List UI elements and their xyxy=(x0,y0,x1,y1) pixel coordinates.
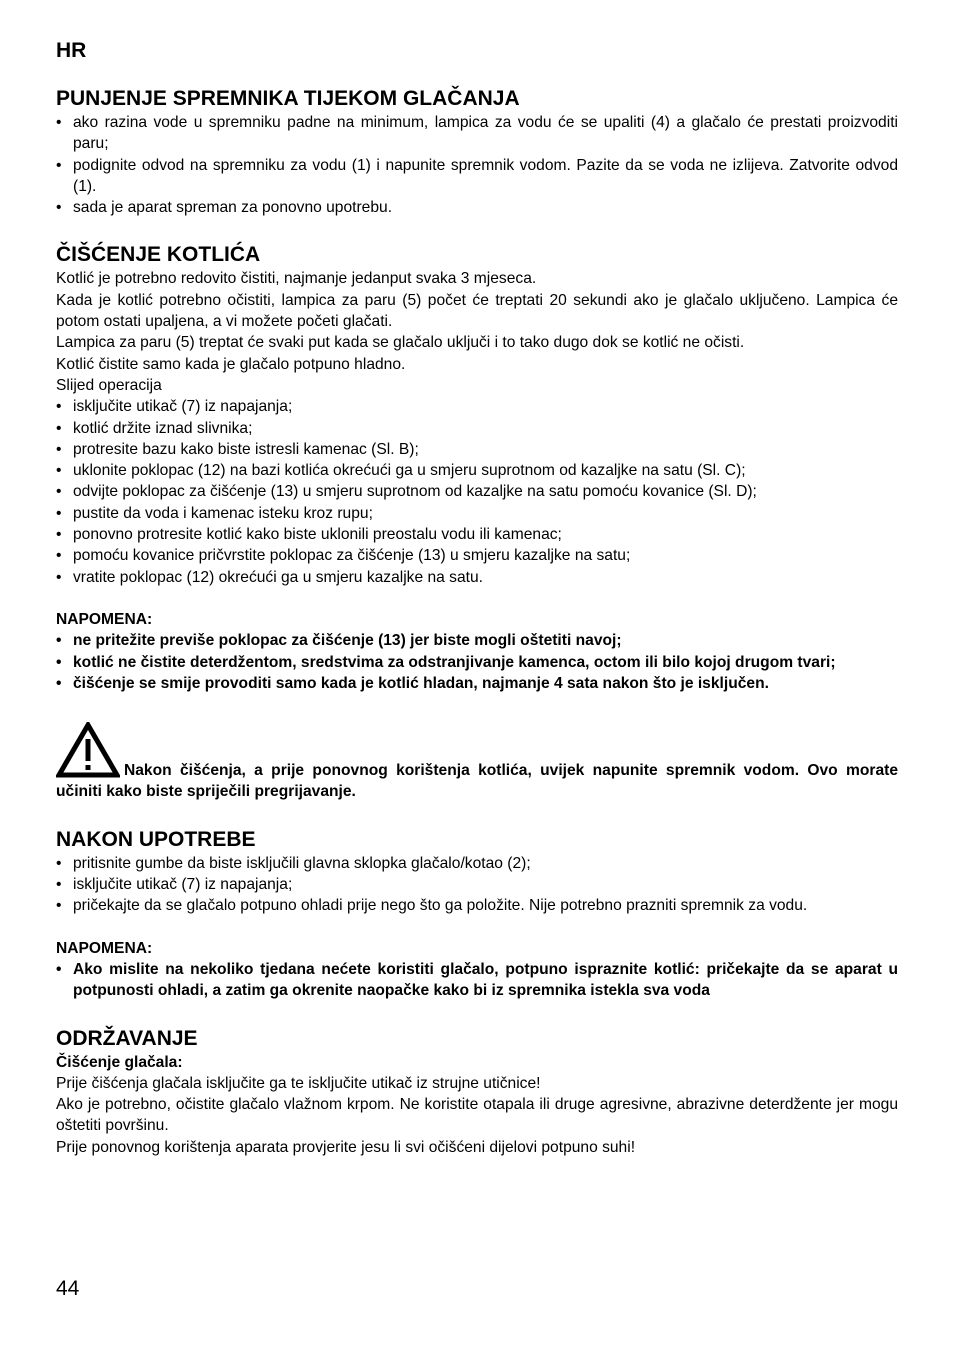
list-item: • protresite bazu kako biste istresli kamenac (Sl. B); xyxy=(56,439,898,460)
list-item: • vratite poklopac (12) okrećući ga u smjeru kazaljke na satu. xyxy=(56,567,898,588)
page-number: 44 xyxy=(56,1277,80,1300)
section-title-boiler-cleaning: ČIŠĆENJE KOTLIĆA xyxy=(56,243,261,267)
warning-text-container xyxy=(56,722,898,803)
paragraph: Slijed operacija xyxy=(56,376,162,394)
list-item: • isključite utikač (7) iz napajanja; xyxy=(56,874,898,895)
list-item: • ne pritežite previše poklopac za čišćenje (13) jer biste mogli oštetiti navoj; xyxy=(56,630,898,651)
paragraph: Kotlić čistite samo kada je glačalo potpuno hladno. xyxy=(56,355,406,373)
warning-block xyxy=(56,722,898,803)
list-item: • Ako mislite na nekoliko tjedana nećete koristiti glačalo, potpuno ispraznite kotlić: pričekajte da se aparat u potpunosti ohladi, a zatim ga okrenite naopačke kako bi iz spremnika istekla sva voda xyxy=(56,959,898,1002)
list-item: • podignite odvod na spremniku za vodu (1) i napunite spremnik vodom. Pazite da se voda ne izlijeva. Zatvorite odvod (1). xyxy=(56,155,898,198)
list-item: • pustite da voda i kamenac isteku kroz rupu; xyxy=(56,503,898,524)
list-item: • uklonite poklopac (12) na bazi kotlića okrećući ga u smjeru suprotnom od kazaljke na satu (Sl. C); xyxy=(56,460,898,481)
refill-list xyxy=(56,112,898,218)
subsection-title: Čišćenje glačala: xyxy=(56,1053,183,1071)
warning-text: Nakon čišćenja, a prije ponovnog korištenja kotlića, uvijek napunite spremnik vodom. Ovo morate učiniti kako biste spriječili pregrijavanje. xyxy=(56,762,898,801)
note-list xyxy=(56,630,898,694)
list-item: • kotlić ne čistite deterdžentom, sredstvima za odstranjivanje kamenca, octom ili bilo kojoj drugom tvari; xyxy=(56,652,898,673)
list-item: • ponovno protresite kotlić kako biste uklonili preostalu vodu ili kamenac; xyxy=(56,524,898,545)
list-item: • pričekajte da se glačalo potpuno ohladi prije nego što ga položite. Nije potrebno prazniti spremnik za vodu. xyxy=(56,895,898,916)
section-title-maintenance: ODRŽAVANJE xyxy=(56,1026,198,1050)
list-item: • ako razina vode u spremniku padne na minimum, lampica za vodu će se upaliti (4) a glačalo će prestati proizvoditi paru; xyxy=(56,112,898,155)
section-title-refill: PUNJENJE SPREMNIKA TIJEKOM GLAČANJA xyxy=(56,87,520,110)
paragraph: Prije čišćenja glačala isključite ga te isključite utikač iz strujne utičnice! xyxy=(56,1074,541,1092)
operations-list xyxy=(56,396,898,588)
list-item: • pomoću kovanice pričvrstite poklopac za čišćenje (13) u smjeru kazaljke na satu; xyxy=(56,545,898,566)
list-item: • čišćenje se smije provoditi samo kada je kotlić hladan, najmanje 4 sata nakon što je isključen. xyxy=(56,673,898,694)
section-title-after-use: NAKON UPOTREBE xyxy=(56,827,256,851)
paragraph: Ako je potrebno, očistite glačalo vlažnom krpom. Ne koristite otapala ili druge agresivne, abrazivne deterdžente jer mogu oštetiti površinu. xyxy=(56,1096,898,1135)
paragraph: Lampica za paru (5) treptat će svaki put kada se glačalo uključi i to tako dugo dok se kotlić ne očisti. xyxy=(56,334,745,352)
note-label: NAPOMENA: xyxy=(56,610,153,628)
note-list xyxy=(56,959,898,1002)
manual-page xyxy=(56,38,898,1158)
after-use-list xyxy=(56,853,898,917)
paragraph: Kada je kotlić potrebno očistiti, lampica za paru (5) počet će treptati 20 sekundi ako je glačalo uključeno. Lampica će potom ostati upaljena, a vi možete početi glačati. xyxy=(56,291,898,331)
note-label: NAPOMENA: xyxy=(56,939,153,957)
list-item: • isključite utikač (7) iz napajanja; xyxy=(56,396,898,417)
list-item: • kotlić držite iznad slivnika; xyxy=(56,418,898,439)
paragraph: Prije ponovnog korištenja aparata provjerite jesu li svi očišćeni dijelovi potpuno suhi! xyxy=(56,1138,636,1156)
list-item: • odvijte poklopac za čišćenje (13) u smjeru suprotnom od kazaljke na satu pomoću kovanice (Sl. D); xyxy=(56,481,898,502)
warning-triangle-icon xyxy=(56,722,120,778)
list-item: • sada je aparat spreman za ponovno upotrebu. xyxy=(56,197,898,218)
list-item: • pritisnite gumbe da biste isključili glavna sklopka glačalo/kotao (2); xyxy=(56,853,898,874)
paragraph: Kotlić je potrebno redovito čistiti, najmanje jedanput svaka 3 mjeseca. xyxy=(56,270,537,288)
language-code: HR xyxy=(56,39,87,62)
